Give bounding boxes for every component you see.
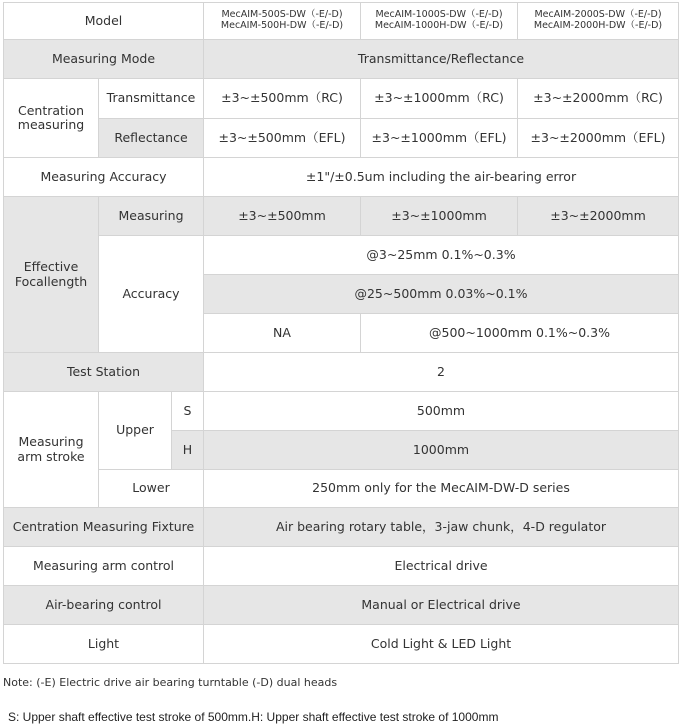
model-500-s: MecAIM-500S-DW（-E/-D) bbox=[221, 9, 343, 21]
model-2000-h: MecAIM-2000H-DW（-E/-D) bbox=[533, 20, 663, 31]
focal-accuracy-row1: @3~25mm 0.1%~0.3% bbox=[204, 236, 679, 275]
focal-length-label bbox=[4, 197, 99, 353]
measuring-accuracy-label: Measuring Accuracy bbox=[4, 158, 204, 197]
fixture-label: Centration Measuring Fixture bbox=[4, 508, 204, 547]
spec-table bbox=[3, 2, 679, 664]
measuring-accuracy-value: ±1"/±0.5um including the air-bearing error bbox=[204, 158, 679, 197]
focal-measuring-label: Measuring bbox=[99, 197, 204, 236]
focal-length-label-line1: Effective bbox=[23, 259, 79, 275]
model-1000-s: MecAIM-1000S-DW（-E/-D) bbox=[375, 9, 503, 21]
test-station-label: Test Station bbox=[4, 353, 204, 392]
air-bearing-value: Manual or Electrical drive bbox=[204, 586, 679, 625]
air-bearing-label: Air-bearing control bbox=[4, 586, 204, 625]
model-2000 bbox=[518, 3, 679, 40]
test-station-value: 2 bbox=[204, 353, 679, 392]
focal-accuracy-na: NA bbox=[204, 314, 361, 353]
focal-measuring-500: ±3~±500mm bbox=[204, 197, 361, 236]
arm-control-value: Electrical drive bbox=[204, 547, 679, 586]
arm-stroke-label-line2: arm stroke bbox=[17, 448, 85, 464]
light-label: Light bbox=[4, 625, 204, 664]
upper-label: Upper bbox=[99, 392, 172, 470]
arm-stroke-label bbox=[4, 392, 99, 508]
transmittance-1000: ±3~±1000mm（RC) bbox=[361, 79, 518, 119]
arm-stroke-label-line1: Measuring bbox=[18, 434, 84, 450]
note-suffixes: Note: (-E) Electric drive air bearing turntable (-D) dual heads bbox=[3, 676, 338, 689]
focal-accuracy-row2: @25~500mm 0.03%~0.1% bbox=[204, 275, 679, 314]
focal-accuracy-row3: @500~1000mm 0.1%~0.3% bbox=[361, 314, 679, 353]
model-500 bbox=[204, 3, 361, 40]
transmittance-500: ±3~±500mm（RC) bbox=[204, 79, 361, 119]
reflectance-500: ±3~±500mm（EFL) bbox=[204, 119, 361, 158]
measuring-mode-label: Measuring Mode bbox=[4, 40, 204, 79]
centration-label bbox=[4, 79, 99, 158]
focal-measuring-2000: ±3~±2000mm bbox=[518, 197, 679, 236]
reflectance-label: Reflectance bbox=[99, 119, 204, 158]
light-value: Cold Light & LED Light bbox=[204, 625, 679, 664]
measuring-mode-value: Transmittance/Reflectance bbox=[204, 40, 679, 79]
reflectance-1000: ±3~±1000mm（EFL) bbox=[361, 119, 518, 158]
s-label: S bbox=[172, 392, 204, 431]
transmittance-2000: ±3~±2000mm（RC) bbox=[518, 79, 679, 119]
model-500-h: MecAIM-500H-DW（-E/-D) bbox=[220, 20, 344, 31]
model-1000 bbox=[361, 3, 518, 40]
centration-label-line1: Centration bbox=[18, 102, 84, 118]
s-value: 500mm bbox=[204, 392, 679, 431]
lower-label: Lower bbox=[99, 470, 204, 508]
fixture-value: Air bearing rotary table，3-jaw chunk，4-D regulator bbox=[204, 508, 679, 547]
model-label: Model bbox=[4, 3, 204, 40]
h-label: H bbox=[172, 431, 204, 470]
focal-measuring-1000: ±3~±1000mm bbox=[361, 197, 518, 236]
focal-accuracy-label: Accuracy bbox=[99, 236, 204, 353]
centration-label-line2: measuring bbox=[17, 117, 85, 132]
focal-length-label-line2: Focallength bbox=[14, 273, 88, 289]
lower-value: 250mm only for the MecAIM-DW-D series bbox=[204, 470, 679, 508]
model-2000-s: MecAIM-2000S-DW（-E/-D) bbox=[534, 9, 662, 21]
model-1000-h: MecAIM-1000H-DW（-E/-D) bbox=[374, 20, 504, 31]
transmittance-label: Transmittance bbox=[99, 79, 204, 119]
note-stroke: S: Upper shaft effective test stroke of 500mm.H: Upper shaft effective test stroke of 1000mm bbox=[8, 710, 499, 724]
reflectance-2000: ±3~±2000mm（EFL) bbox=[518, 119, 679, 158]
h-value: 1000mm bbox=[204, 431, 679, 470]
arm-control-label: Measuring arm control bbox=[4, 547, 204, 586]
